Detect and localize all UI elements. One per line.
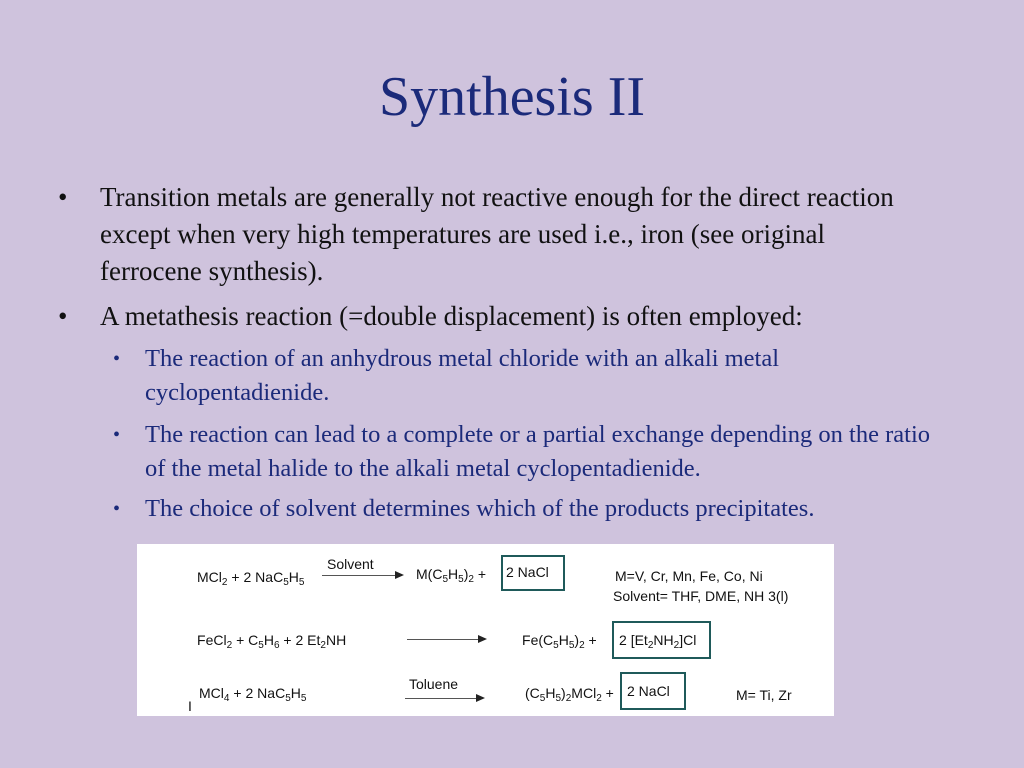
bullet-item [58,298,930,335]
reaction1-reactants: MCl$_2$ + 2 $NaC_5H_5$ [197,569,305,588]
bullet-text: Transition metals are generally not reactive enough for the direct reaction except when very high temperatures are used i.e., iron (see original ferrocene synthesis). [100,182,894,286]
bullet-marker: • [113,424,121,446]
reaction1-byproduct: 2 NaCl [506,564,549,580]
bullet-text: A metathesis reaction (=double displacement) is often employed: [100,301,803,331]
reaction3-byproduct: 2 NaCl [627,683,670,699]
reaction2-byproduct: 2 $[Et_2NH_2]Cl$ [619,632,697,651]
sub-bullet-item [113,492,935,526]
reaction1-arrow-label: Solvent [327,556,374,572]
stray-mark: I [188,698,192,714]
reaction3-reactants: MCl$_4$ + 2 $NaC_5H_5$ [199,685,307,704]
slide-title: Synthesis II [379,66,645,128]
sub-bullet-item [113,342,935,410]
reaction1-metals-note: M=V, Cr, Mn, Fe, Co, Ni [615,568,763,584]
sub-bullet-text: The choice of solvent determines which of the products precipitates. [145,495,815,522]
reaction1-arrow [322,575,402,576]
reaction2-reactants: FeCl$_2$ + $C_5H_6 + 2$ $Et_2NH$ [197,632,347,651]
sub-bullet-text: The reaction of an anhydrous metal chloride with an alkali metal cyclopentadienide. [145,345,780,406]
reaction2-arrow [407,639,485,640]
bullet-marker: • [113,498,121,520]
bullet-item [58,179,930,290]
reaction1-solvent-note: Solvent= THF, DME, NH 3(l) [613,588,789,604]
reaction2-product: $Fe(C_5H_5)_2$ + [522,632,597,651]
reaction3-metals-note: M= Ti, Zr [736,687,792,703]
sub-bullet-item [113,418,935,486]
bullet-marker: • [58,182,68,212]
bullet-marker: • [113,348,121,370]
bullet-marker: • [58,301,68,331]
reaction1-product: $M(C_5H_5)_2$ + [416,566,487,585]
reaction-scheme-image [137,544,834,716]
reaction3-arrow [405,698,483,699]
sub-bullet-text: The reaction can lead to a complete or a partial exchange depending on the ratio of the metal halide to the alkali metal cyclopentadienide. [145,421,931,482]
reaction3-product: $(C_5H_5)_2MCl_2$ + [525,685,614,704]
reaction3-arrow-label: Toluene [409,676,459,692]
